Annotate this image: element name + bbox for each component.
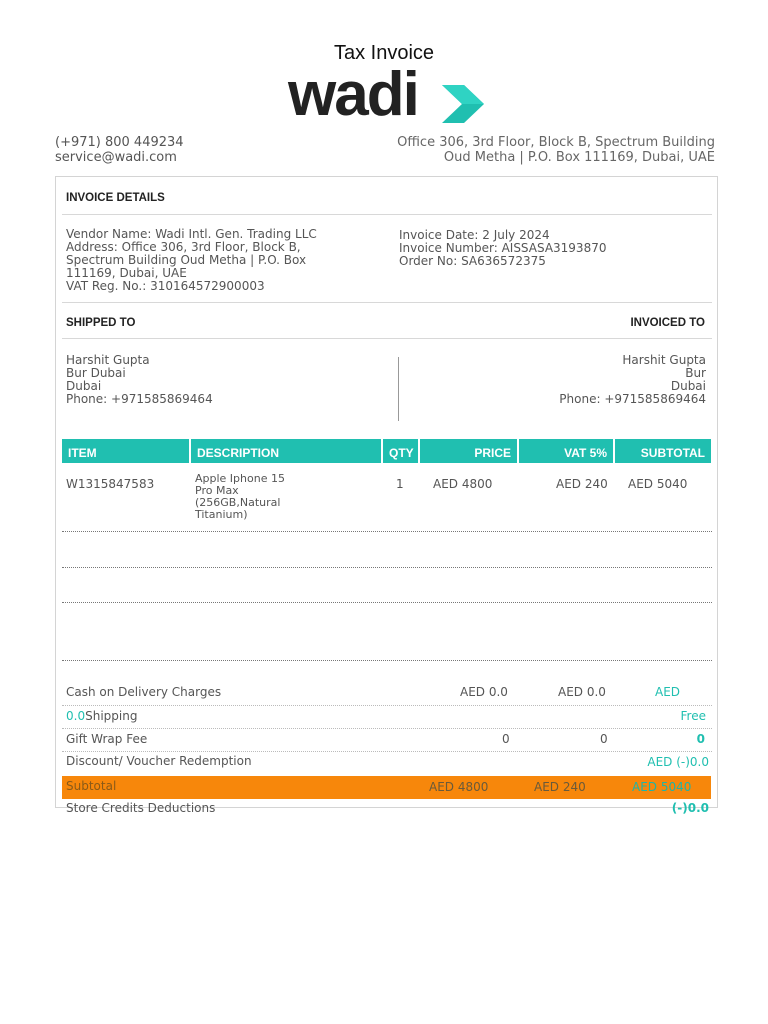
subtotal-label: Subtotal [66,779,117,793]
subtotal-bar [62,776,711,799]
invoiced-city: Dubai [670,379,706,393]
row-price: AED 4800 [433,477,493,491]
row-subtotal: AED 5040 [628,477,688,491]
row-vat: AED 240 [556,477,608,491]
shipping-label: Shipping [85,709,138,723]
vendor-info [66,228,317,293]
column-header-subtotal: SUBTOTAL [615,439,711,463]
cod-vat: AED 0.0 [558,685,606,699]
divider [62,302,712,303]
address-separator [398,357,399,421]
cod-subtotal: AED [655,685,681,699]
divider [62,338,712,339]
phone-number: (+971) 800 449234 [55,135,184,150]
description-line: Pro Max [195,484,239,497]
invoice-number: Invoice Number: AISSASA3193870 [399,241,607,255]
invoice-date: Invoice Date: 2 July 2024 [399,228,550,242]
column-header-description: DESCRIPTION [191,439,381,463]
gift-wrap-vat: 0 [600,732,608,746]
charge-divider [62,728,712,729]
invoiced-area: Bur [685,366,706,380]
description-line: Apple Iphone 15 [195,472,285,485]
discount-subtotal: AED (-)0.0 [647,755,709,769]
charge-divider [62,751,712,752]
vendor-line: Vendor Name: Wadi Intl. Gen. Trading LLC [66,227,317,241]
row-description [195,473,285,521]
invoice-meta [399,229,606,268]
shipped-area: Bur Dubai [66,366,126,380]
contact-info [55,135,184,165]
invoice-details-heading: INVOICE DETAILS [66,192,165,204]
vendor-line: VAT Reg. No.: 310164572900003 [66,279,265,293]
gift-wrap-subtotal: 0 [696,732,705,746]
logo-wordmark: wadi [288,60,418,129]
subtotal-total: AED 5040 [632,780,692,794]
row-qty: 1 [396,477,404,491]
shipped-phone: Phone: +971585869464 [66,392,213,406]
column-header-vat: VAT 5% [519,439,613,463]
column-header-price: PRICE [420,439,517,463]
column-header-item: ITEM [62,439,189,463]
address-line-2: Oud Metha | P.O. Box 111169, Dubai, UAE [443,150,715,165]
row-divider [62,567,712,568]
vendor-line: Address: Office 306, 3rd Floor, Block B, [66,240,301,254]
invoice-title: Tax Invoice [333,42,435,64]
gift-wrap-price: 0 [502,732,510,746]
row-divider [62,660,712,661]
wadi-logo [288,60,488,130]
row-divider [62,602,712,603]
company-address [397,135,715,165]
store-credits-subtotal: (-)0.0 [671,801,709,815]
gift-wrap-label: Gift Wrap Fee [66,732,148,746]
invoiced-phone: Phone: +971585869464 [559,392,706,406]
description-line: (256GB,Natural [195,496,281,509]
email-address: service@wadi.com [55,150,177,165]
logo-chevron-icon [442,85,484,123]
divider [62,214,712,215]
row-divider [62,531,712,532]
shipping-prefix: 0.0 [66,709,86,723]
charge-divider [62,705,712,706]
cod-price: AED 0.0 [460,685,508,699]
address-line-1: Office 306, 3rd Floor, Block B, Spectrum Building [397,135,715,150]
shipped-to-address [66,354,213,406]
subtotal-vat: AED 240 [534,780,586,794]
vendor-line: 111169, Dubai, UAE [66,266,187,280]
cod-label: Cash on Delivery Charges [66,685,222,699]
discount-label: Discount/ Voucher Redemption [66,754,252,768]
shipped-name: Harshit Gupta [66,353,150,367]
column-header-qty: QTY [383,439,418,463]
shipped-to-heading: SHIPPED TO [66,317,136,329]
order-number: Order No: SA636572375 [399,254,546,268]
shipping-row [66,709,137,723]
shipping-subtotal: Free [680,709,706,723]
invoiced-to-heading: INVOICED TO [630,317,705,329]
row-item-code: W1315847583 [66,477,155,491]
invoiced-name: Harshit Gupta [622,353,706,367]
invoiced-to-address [559,354,706,406]
vendor-line: Spectrum Building Oud Metha | P.O. Box [66,253,307,267]
subtotal-price: AED 4800 [429,780,489,794]
description-line: Titanium) [195,508,248,521]
store-credits-label: Store Credits Deductions [66,801,216,815]
shipped-city: Dubai [66,379,102,393]
